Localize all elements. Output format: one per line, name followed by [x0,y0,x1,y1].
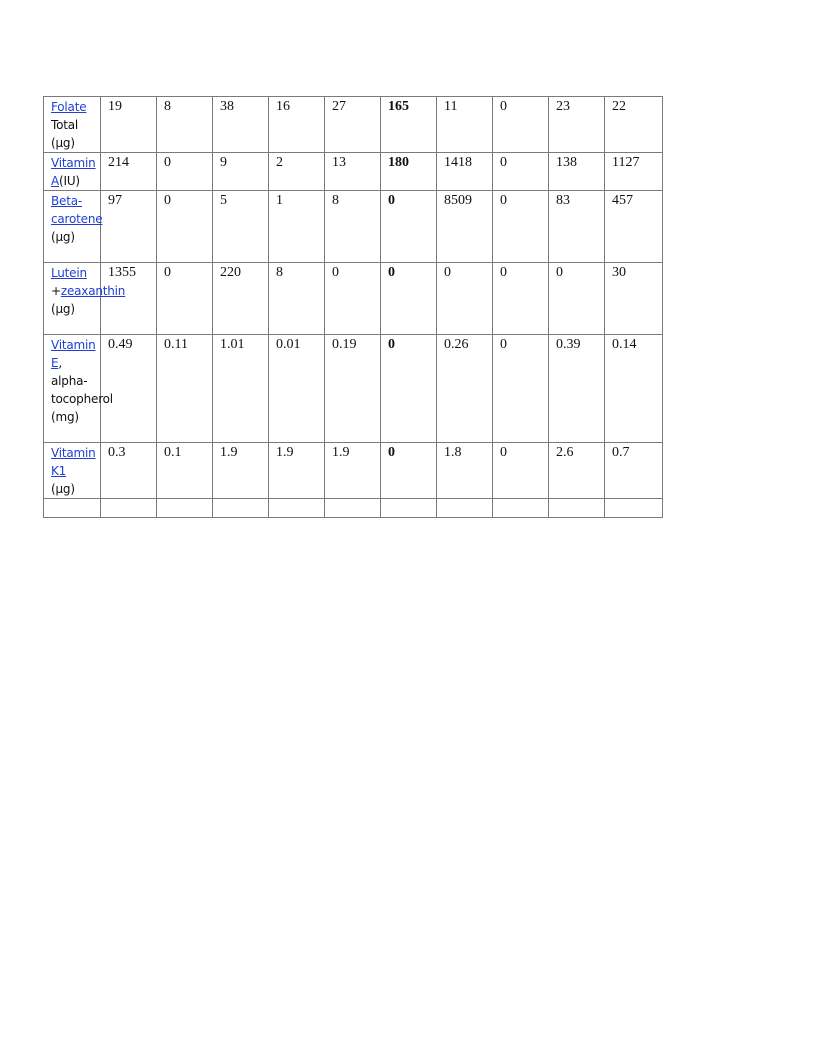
table-cell: 0 [493,153,549,191]
table-cell: 0 [493,263,549,335]
table-cell: 220 [213,263,269,335]
lutein-link[interactable]: Lutein [51,266,87,280]
table-row [44,263,663,335]
table-cell: 1.01 [213,335,269,443]
empty-cell [605,499,663,518]
table-cell: 5 [213,191,269,263]
table-row [44,153,663,191]
table-cell: 8509 [437,191,493,263]
empty-cell [269,499,325,518]
table-cell: 2 [269,153,325,191]
table-cell: 1.9 [269,443,325,499]
table-row [44,335,663,443]
table-row [44,443,663,499]
table-cell: 1.8 [437,443,493,499]
row-label-text: (µg) [51,482,75,496]
table-cell: 1.9 [325,443,381,499]
folate-link[interactable]: Folate [51,100,87,114]
empty-cell [325,499,381,518]
table-cell: 0 [437,263,493,335]
table-cell: 0 [157,191,213,263]
empty-cell [44,499,101,518]
table-cell: 30 [605,263,663,335]
table-cell: 23 [549,97,605,153]
table-cell: 8 [157,97,213,153]
row-label-cell [44,97,101,153]
empty-cell [157,499,213,518]
empty-cell [381,499,437,518]
table-cell: 0 [381,443,437,499]
table-cell: 0 [493,335,549,443]
empty-cell [437,499,493,518]
plus-sign: + [51,284,61,298]
table-cell: 97 [101,191,157,263]
table-cell: 457 [605,191,663,263]
table-cell: 9 [213,153,269,191]
row-label-text: (µg) [51,302,75,316]
table-cell: 11 [437,97,493,153]
table-cell: 22 [605,97,663,153]
table-cell: 0.7 [605,443,663,499]
zeaxanthin-link[interactable]: zeaxanthin [60,284,126,298]
table-cell: 0.49 [101,335,157,443]
nutrient-table [43,96,663,518]
table-cell: 0 [381,263,437,335]
empty-cell [493,499,549,518]
row-label-cell [44,443,101,499]
table-cell: 2.6 [549,443,605,499]
vitamin-a-link[interactable]: Vitamin A [51,156,96,188]
vitamin-e-link[interactable]: Vitamin E [51,338,96,370]
table-cell: 13 [325,153,381,191]
table-cell: 0 [493,191,549,263]
table-cell: 19 [101,97,157,153]
row-label-cell [44,191,101,263]
table-cell: 0.26 [437,335,493,443]
table-cell: 0.1 [157,443,213,499]
table-cell: 214 [101,153,157,191]
row-label-text: (µg) [51,230,75,244]
table-cell: 27 [325,97,381,153]
table-cell: 0 [325,263,381,335]
table-cell: 0 [493,97,549,153]
table-cell: 0 [157,263,213,335]
table-cell: 1127 [605,153,663,191]
table-cell: 1.9 [213,443,269,499]
table-cell: 1 [269,191,325,263]
table-cell: 0 [157,153,213,191]
row-label-text: Total (µg) [51,118,79,150]
table-cell: 8 [269,263,325,335]
beta-carotene-link[interactable]: Beta-carotene [51,194,103,226]
table-cell: 0.3 [101,443,157,499]
empty-cell [213,499,269,518]
empty-table-row [44,499,663,518]
table-cell: 1355 [101,263,157,335]
row-label-cell [44,335,113,443]
vitamin-k1-link[interactable]: Vitamin K1 [51,446,96,478]
empty-cell [101,499,157,518]
table-cell: 0 [493,443,549,499]
row-label-cell [44,153,101,191]
table-cell: 0 [549,263,605,335]
table-cell: 180 [381,153,437,191]
table-cell: 165 [381,97,437,153]
table-cell: 0.19 [325,335,381,443]
table-cell: 0.39 [549,335,605,443]
row-label-text: (IU) [59,174,80,188]
table-cell: 0.11 [157,335,213,443]
table-cell: 8 [325,191,381,263]
empty-cell [549,499,605,518]
table-cell: 138 [549,153,605,191]
table-cell: 0.01 [269,335,325,443]
table-cell: 0 [381,191,437,263]
table-row [44,97,663,153]
table-cell: 16 [269,97,325,153]
table-cell: 83 [549,191,605,263]
table-cell: 38 [213,97,269,153]
table-row [44,191,663,263]
table-cell: 0.14 [605,335,663,443]
table-cell: 0 [381,335,437,443]
table-cell: 1418 [437,153,493,191]
row-label-text: , alpha-tocopherol (mg) [51,356,113,424]
